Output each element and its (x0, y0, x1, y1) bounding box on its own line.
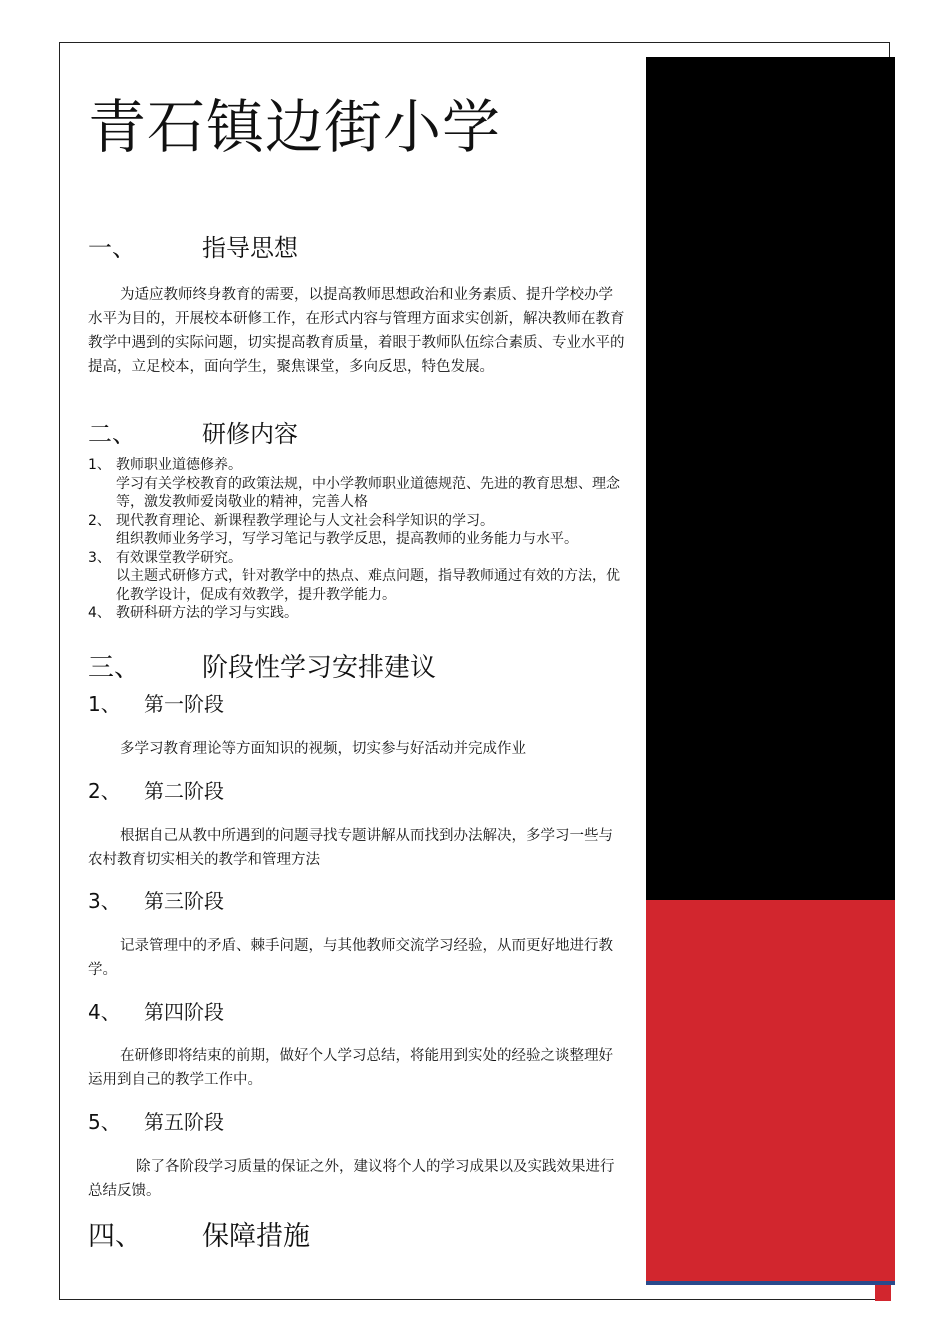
stage-4-paragraph: 在研修即将结束的前期，做好个人学习总结，将能用到实处的经验之谈整理好运用到自己的教学工作中。 (88, 1048, 613, 1088)
stage-title: 第五阶段 (144, 1110, 224, 1134)
stage-heading-1 (88, 691, 224, 717)
stage-number: 1、 (88, 692, 121, 716)
list-item-detail: 学习有关学校教育的政策法规，中小学教师职业道德规范、先进的教育思想、理念等，激发教师爱岗敬业的精神，完善人格 (116, 475, 620, 510)
stage-title: 第二阶段 (144, 779, 224, 803)
list-number: 2、 (88, 512, 111, 529)
stage-number: 3、 (88, 889, 121, 913)
stage-number: 5、 (88, 1110, 121, 1134)
decorative-red-block (646, 900, 895, 1281)
stage-title: 第一阶段 (144, 692, 224, 716)
stage-heading-5 (88, 1109, 224, 1135)
list-number: 4、 (88, 605, 111, 621)
list-item-detail: 以主题式研修方式，针对教学中的热点、难点问题，指导教师通过有效的方法，优化教学设计，促成有效教学，提升教学能力。 (116, 568, 620, 603)
section-heading-4 (88, 1220, 310, 1254)
stage-number: 4、 (88, 1000, 121, 1024)
list-item (88, 604, 628, 623)
section-heading-3 (88, 653, 436, 683)
list-number: 3、 (88, 549, 111, 566)
document-title: 青石镇边街小学 (88, 93, 502, 161)
section-title: 指导思想 (202, 234, 298, 262)
stage-heading-3 (88, 888, 224, 914)
stage-3-paragraph: 记录管理中的矛盾、棘手问题，与其他教师交流学习经验，从而更好地进行教学。 (88, 938, 613, 978)
list-item-label: 教师职业道德修养。 (116, 457, 242, 473)
section-heading-1 (88, 233, 298, 263)
list-item (88, 549, 628, 568)
list-item-detail: 组织教师业务学习，写学习笔记与教学反思，提高教师的业务能力与水平。 (116, 531, 578, 547)
stage-1-paragraph: 多学习教育理论等方面知识的视频，切实参与好活动并完成作业 (120, 741, 526, 757)
stage-2-paragraph: 根据自己从教中所遇到的问题寻找专题讲解从而找到办法解决，多学习一些与农村教育切实相关的教学和管理方法 (88, 828, 613, 868)
list-item (88, 456, 628, 475)
list-item-label: 有效课堂教学研究。 (116, 549, 242, 566)
stage-5-paragraph: 除了各阶段学习质量的保证之外，建议将个人的学习成果以及实践效果进行总结反馈。 (88, 1159, 615, 1199)
section-title: 保障措施 (202, 1221, 310, 1252)
list-item (88, 512, 628, 531)
list-item-label: 教研科研方法的学习与实践。 (116, 605, 298, 621)
section-title: 阶段性学习安排建议 (202, 653, 437, 683)
decorative-red-tab (875, 1285, 891, 1301)
section-heading-2 (88, 419, 298, 449)
stage-title: 第四阶段 (144, 1000, 224, 1024)
section-title: 研修内容 (202, 420, 298, 448)
stage-title: 第三阶段 (144, 889, 224, 913)
stage-number: 2、 (88, 779, 121, 803)
stage-heading-2 (88, 778, 224, 804)
section-number: 一、 (88, 234, 136, 262)
decorative-blue-strip (646, 1281, 895, 1285)
list-number: 1、 (88, 457, 111, 473)
section-1-paragraph: 为适应教师终身教育的需要，以提高教师思想政治和业务素质、提升学校办学水平为目的，开展校本研修工作，在形式内容与管理方面求实创新，解决教师在教育教学中遇到的实际问题，切实提高教育质量，着眼于教师队伍综合素质、专业水平的提高，立足校本，面向学生，聚焦课堂，多向反思，特色发展。 (88, 287, 625, 375)
decorative-black-block (646, 57, 895, 900)
section-number: 四、 (88, 1221, 142, 1252)
stage-heading-4 (88, 999, 224, 1025)
content-list (88, 456, 628, 623)
list-item-label: 现代教育理论、新课程教学理论与人文社会科学知识的学习。 (116, 512, 494, 529)
section-number: 三、 (88, 653, 141, 683)
section-number: 二、 (88, 420, 136, 448)
